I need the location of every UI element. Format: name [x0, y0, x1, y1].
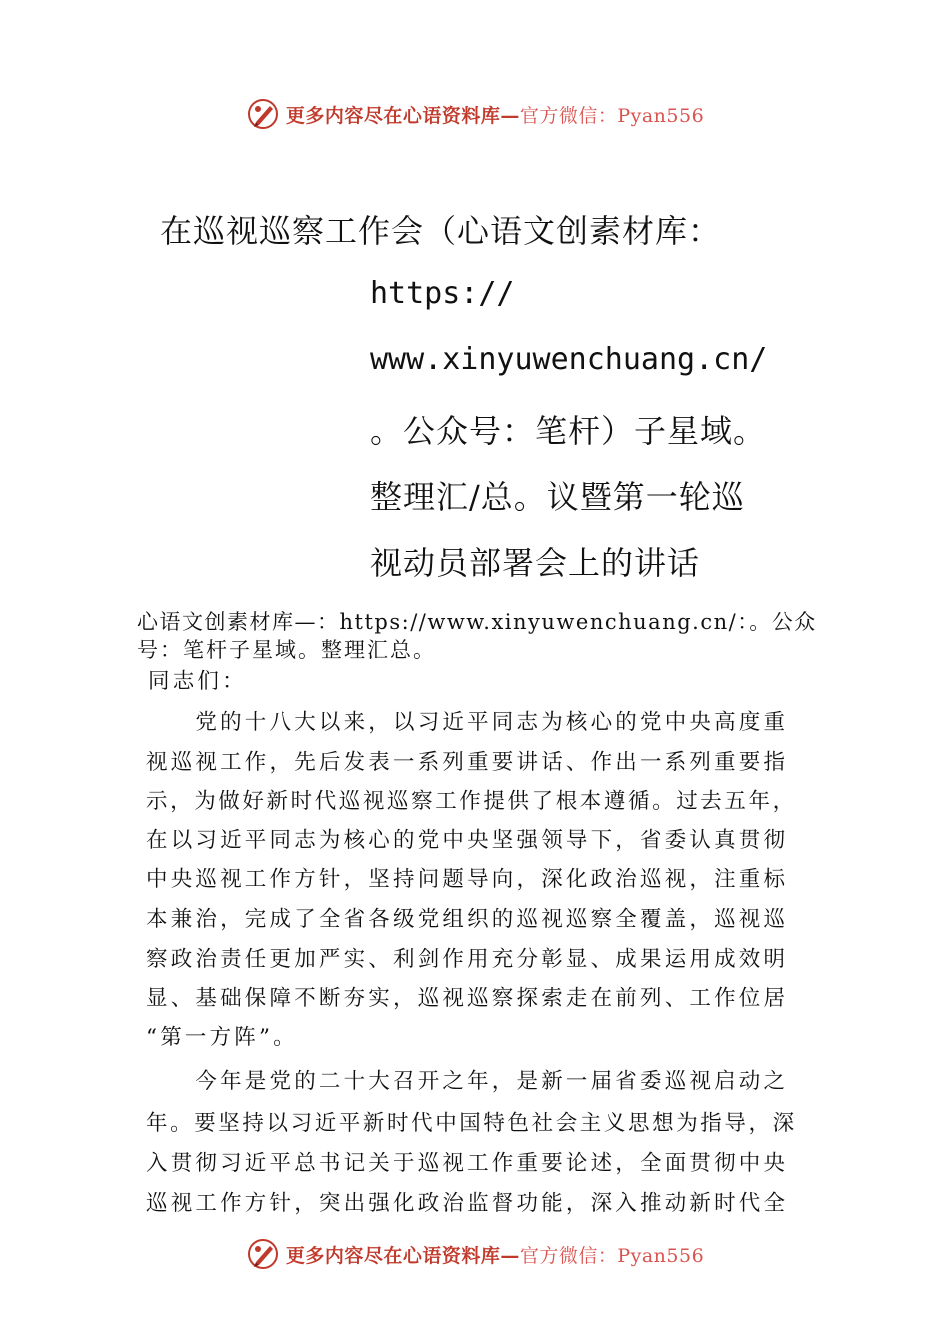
body-line: 入贯彻习近平总书记关于巡视工作重要论述，全面贯彻中央: [146, 1151, 789, 1176]
header-banner-text: 更多内容尽在心语资料库—官方微信：Pyan556: [285, 104, 705, 127]
body-line: 视巡视工作，先后发表一系列重要讲话、作出一系列重要指: [146, 750, 789, 775]
header-banner: [0, 92, 950, 136]
source-note-line-2: 号：笔杆子星域。整理汇总。: [137, 638, 436, 662]
body-line: “第一方阵”。: [146, 1025, 298, 1050]
body-line: 在以习近平同志为核心的党中央坚强领导下，省委认真贯彻: [146, 828, 789, 853]
body-line: 察政治责任更加严实、利剑作用充分彰显、成果运用成效明: [146, 947, 789, 972]
title-line-3: www.xinyuwenchuang.cn/: [370, 342, 768, 377]
salutation: 同志们：: [148, 669, 247, 694]
title-line-6: 视动员部署会上的讲话: [370, 544, 701, 582]
body-line: 示，为做好新时代巡视巡察工作提供了根本遵循。过去五年，: [146, 789, 797, 814]
title-line-1: 在巡视巡察工作会（心语文创素材库：: [160, 212, 722, 250]
body-line: 中央巡视工作方针，坚持问题导向，深化政治巡视，注重标: [146, 867, 789, 892]
body-line: 年。要坚持以习近平新时代中国特色社会主义思想为指导，深: [146, 1111, 797, 1136]
body-line: 本兼治，完成了全省各级党组织的巡视巡察全覆盖，巡视巡: [146, 907, 789, 932]
title-line-5: 整理汇/总。议暨第一轮巡: [370, 478, 745, 516]
body-line: 巡视工作方针，突出强化政治监督功能，深入推动新时代全: [146, 1191, 789, 1216]
source-note-line-1: 心语文创素材库—：https://www.xinyuwenchuang.cn/：。公众: [137, 610, 817, 634]
footer-banner: [0, 1232, 950, 1276]
pen-logo-icon: [246, 1237, 280, 1271]
body-line: 党的十八大以来，以习近平同志为核心的党中央高度重: [146, 710, 789, 735]
title-line-4: 。公众号：笔杆）子星域。: [370, 412, 767, 450]
body-line: 今年是党的二十大召开之年，是新一届省委巡视启动之: [146, 1069, 789, 1094]
body-line: 显、基础保障不断夯实，巡视巡察探索走在前列、工作位居: [146, 986, 789, 1011]
pen-logo-icon: [246, 97, 280, 131]
title-line-2: https://: [370, 276, 515, 311]
footer-banner-text: 更多内容尽在心语资料库—官方微信：Pyan556: [285, 1244, 705, 1267]
